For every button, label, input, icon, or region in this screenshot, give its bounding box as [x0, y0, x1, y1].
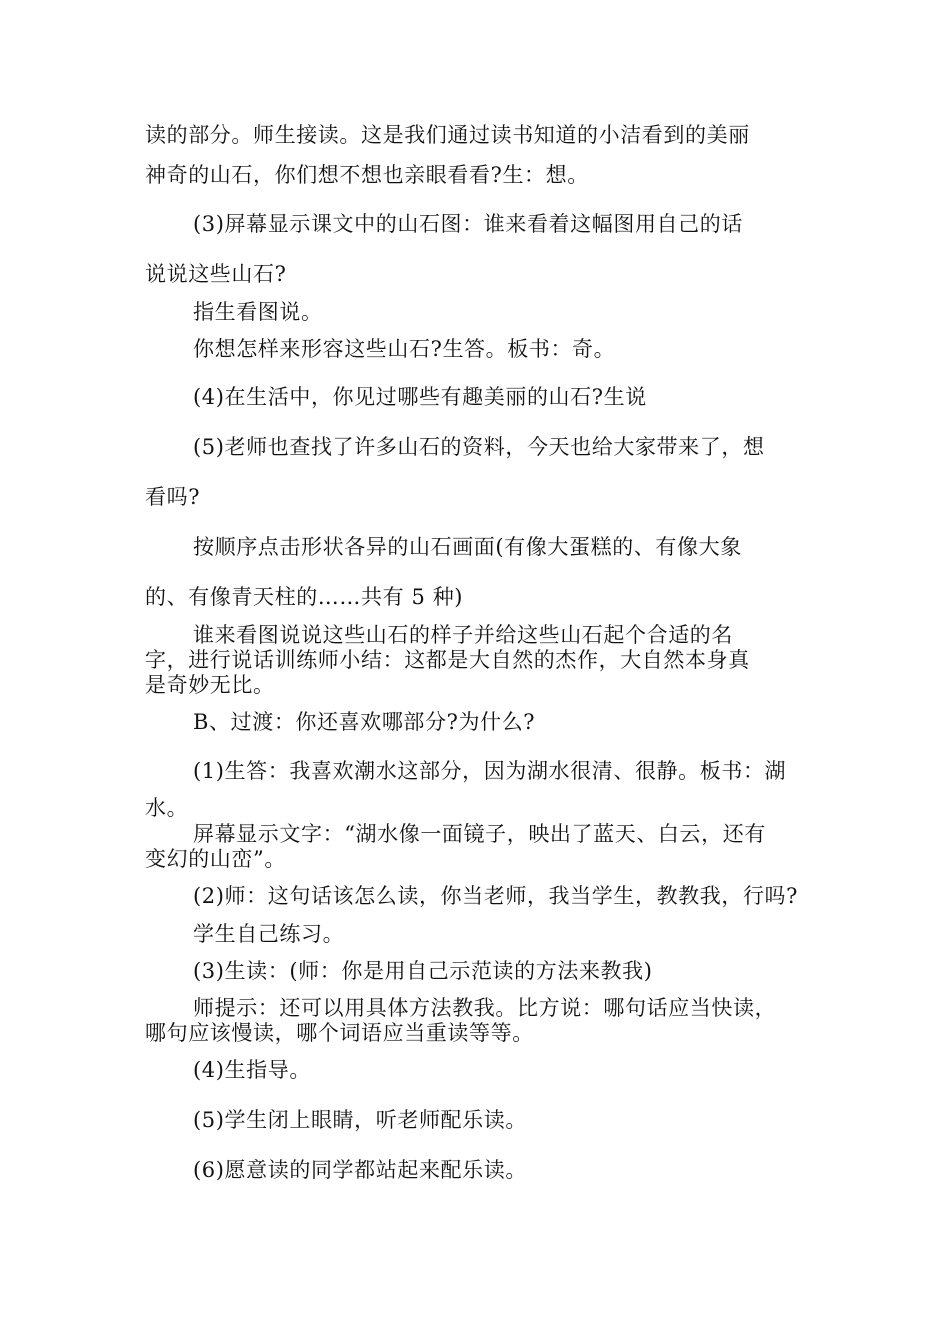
text-line: (4)在生活中，你见过哪些有趣美丽的山石?生说	[193, 385, 647, 409]
text-line: B、过渡：你还喜欢哪部分?为什么?	[193, 710, 536, 734]
text-line: 说说这些山石?	[145, 262, 287, 286]
text-line: 师提示：还可以用具体方法教我。比方说：哪句话应当快读，	[193, 996, 777, 1020]
text-line: (6)愿意读的同学都站起来配乐读。	[193, 1158, 527, 1182]
text-line: 变幻的山峦”。	[145, 847, 286, 871]
text-line: 按顺序点击形状各异的山石画面(有像大蛋糕的、有像大象	[193, 535, 742, 559]
text-line: (5)老师也查找了许多山石的资料，今天也给大家带来了，想	[193, 435, 765, 459]
text-line: 字，进行说话训练师小结：这都是大自然的杰作，大自然本身真	[145, 648, 750, 672]
text-line: 你想怎样来形容这些山石?生答。板书：奇。	[193, 337, 616, 361]
text-line: 屏幕显示文字：“湖水像一面镜子，映出了蓝天、白云，还有	[193, 822, 766, 846]
text-line: (3)生读：(师：你是用自己示范读的方法来教我)	[193, 959, 653, 983]
text-line: (2)师：这句话该怎么读，你当老师，我当学生，教教我，行吗?	[193, 884, 799, 908]
text-line: 是奇妙无比。	[145, 673, 275, 697]
text-line: 指生看图说。	[193, 300, 323, 324]
text-line: (3)屏幕显示课文中的山石图：谁来看着这幅图用自己的话	[193, 212, 743, 236]
text-line: 水。	[145, 796, 189, 820]
text-line: 的、有像青天柱的……共有 5 种)	[145, 585, 464, 609]
text-line: 学生自己练习。	[193, 922, 345, 946]
text-line: 哪句应该慢读，哪个词语应当重读等等。	[145, 1021, 534, 1045]
text-line: 谁来看图说说这些山石的样子并给这些山石起个合适的名	[193, 623, 733, 647]
text-line: 神奇的山石，你们想不想也亲眼看看?生：想。	[145, 163, 589, 187]
text-line: 看吗?	[145, 485, 201, 509]
text-line: 读的部分。师生接读。这是我们通过读书知道的小洁看到的美丽	[145, 123, 750, 147]
text-line: (1)生答：我喜欢潮水这部分，因为湖水很清、很静。板书：湖	[193, 759, 787, 783]
text-line: (5)学生闭上眼睛，听老师配乐读。	[193, 1108, 527, 1132]
text-line: (4)生指导。	[193, 1058, 311, 1082]
